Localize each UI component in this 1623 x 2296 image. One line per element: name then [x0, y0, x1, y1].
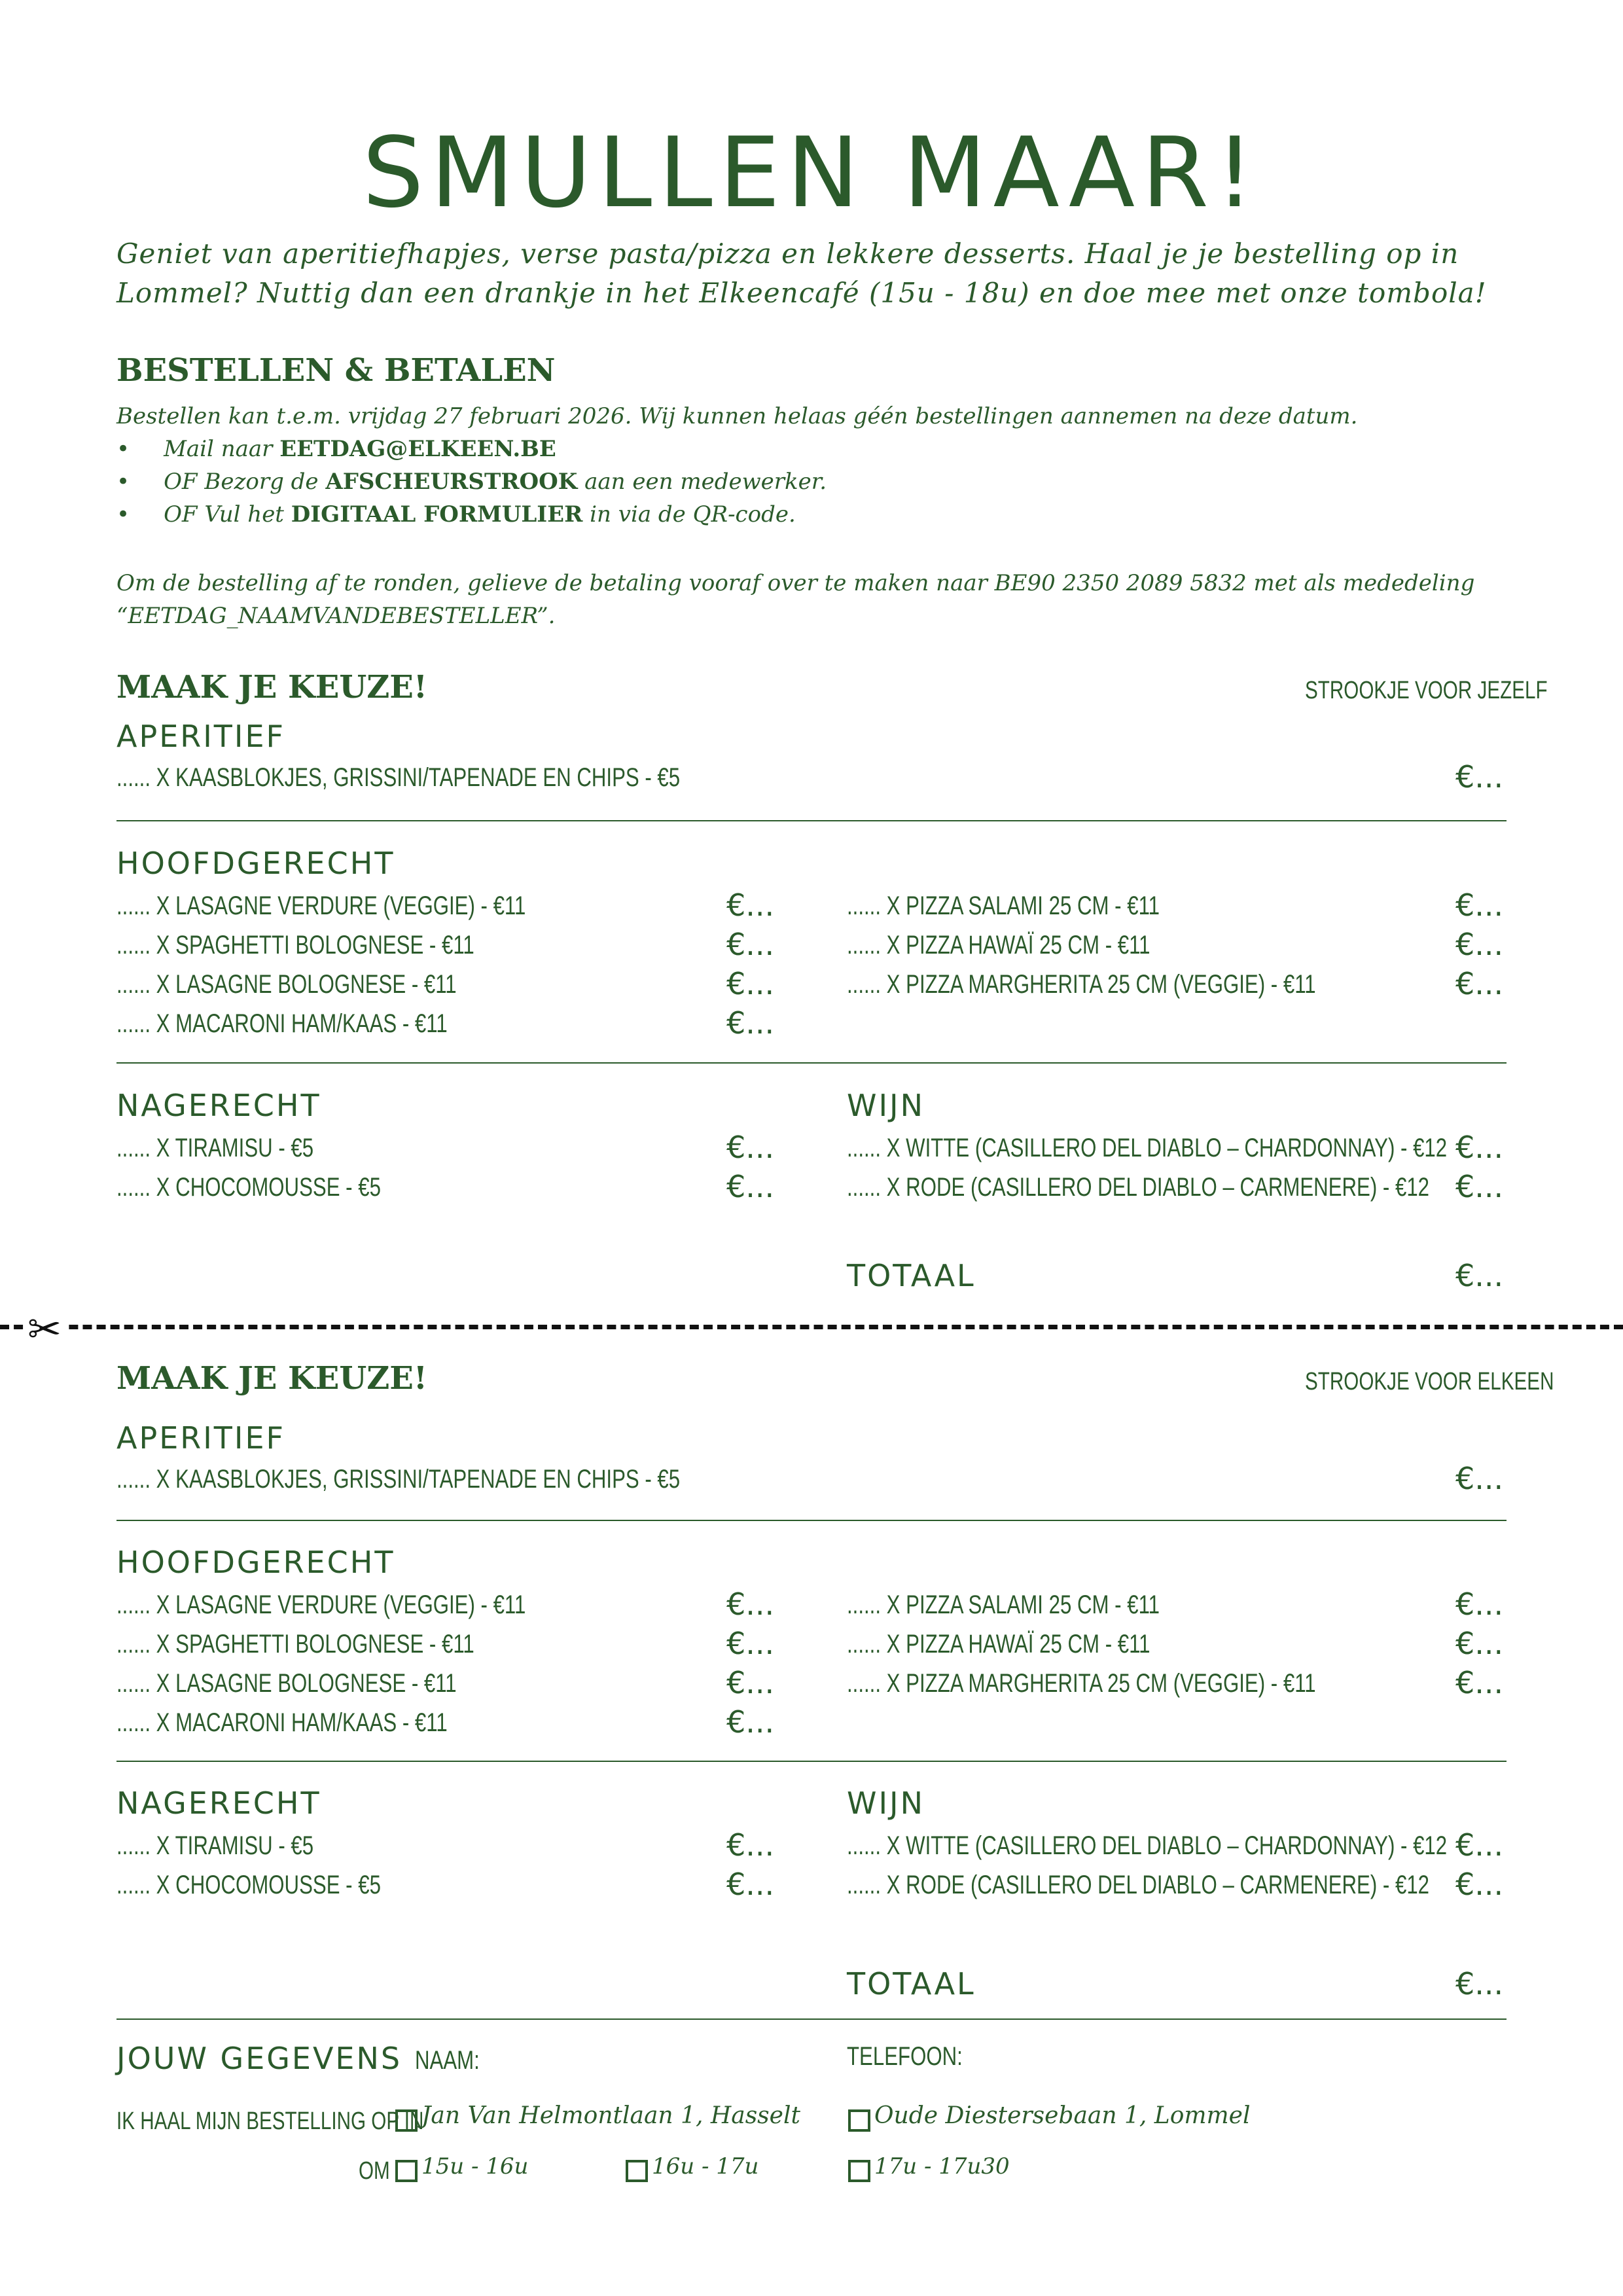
- details-heading: JOUW GEGEVENS: [116, 2041, 402, 2076]
- amount-field[interactable]: €...: [1455, 1827, 1504, 1863]
- time-label: OM: [359, 2157, 390, 2185]
- amount-field[interactable]: €...: [726, 888, 775, 923]
- section-hoofdgerecht: HOOFDGERECHT: [116, 846, 395, 881]
- section-nagerecht: NAGERECHT: [116, 1785, 321, 1821]
- menu-item[interactable]: ...... X PIZZA MARGHERITA 25 CM (VEGGIE) - €11: [847, 1669, 1316, 1698]
- menu-item[interactable]: ...... X TIRAMISU - €5: [116, 1831, 314, 1860]
- menu-item[interactable]: ...... X WITTE (CASILLERO DEL DIABLO – CHARDONNAY) - €12: [847, 1134, 1448, 1162]
- section-nagerecht: NAGERECHT: [116, 1088, 321, 1123]
- email-link[interactable]: EETDAG@ELKEEN.BE: [279, 436, 556, 462]
- menu-item[interactable]: ...... X LASAGNE BOLOGNESE - €11: [116, 970, 457, 999]
- amount-field[interactable]: €...: [1455, 759, 1504, 795]
- total-amount[interactable]: €...: [1455, 1966, 1504, 2001]
- strip-label: STROOKJE VOOR ELKEEN: [1305, 1368, 1554, 1395]
- checkbox[interactable]: [848, 2160, 870, 2182]
- time-option-2[interactable]: 16u - 17u: [626, 2153, 758, 2182]
- page-title: SMULLEN MAAR!: [362, 117, 1261, 229]
- pickup-label: IK HAAL MIJN BESTELLING OP IN: [116, 2108, 424, 2135]
- amount-field[interactable]: €...: [1455, 1626, 1504, 1661]
- amount-field[interactable]: €...: [726, 1130, 775, 1165]
- payment-text: Om de bestelling af te ronden, gelieve de betaling vooraf over te maken naar BE90 2350 2089 5832 met als mededeling “EETDAG_NAAMVANDEBESTELLER”.: [116, 570, 1475, 629]
- order-heading: BESTELLEN & BETALEN: [116, 352, 556, 389]
- location-lommel-option[interactable]: Oude Diestersebaan 1, Lommel: [848, 2102, 1250, 2132]
- amount-field[interactable]: €...: [1455, 1169, 1504, 1204]
- amount-field[interactable]: €...: [726, 966, 775, 1001]
- phone-field-label[interactable]: TELEFOON:: [847, 2042, 963, 2071]
- menu-item[interactable]: ...... X CHOCOMOUSSE - €5: [116, 1871, 381, 1899]
- menu-item[interactable]: ...... X MACARONI HAM/KAAS - €11: [116, 1009, 448, 1038]
- menu-item[interactable]: ...... X WITTE (CASILLERO DEL DIABLO – CHARDONNAY) - €12: [847, 1831, 1448, 1860]
- scissors-icon: ✂: [24, 1305, 65, 1353]
- amount-field[interactable]: €...: [1455, 927, 1504, 962]
- amount-field[interactable]: €...: [726, 1867, 775, 1902]
- menu-item[interactable]: ...... X SPAGHETTI BOLOGNESE - €11: [116, 931, 474, 960]
- amount-field[interactable]: €...: [1455, 1587, 1504, 1622]
- location-hasselt-option[interactable]: Jan Van Helmontlaan 1, Hasselt: [395, 2102, 800, 2132]
- menu-item[interactable]: ...... X RODE (CASILLERO DEL DIABLO – CARMENERE) - €12: [847, 1871, 1430, 1899]
- total-label: TOTAAL: [847, 1966, 976, 2001]
- amount-field[interactable]: €...: [726, 1704, 775, 1740]
- amount-field[interactable]: €...: [1455, 1461, 1504, 1496]
- amount-field[interactable]: €...: [726, 1626, 775, 1661]
- divider: [116, 2018, 1507, 2020]
- section-hoofdgerecht: HOOFDGERECHT: [116, 1545, 395, 1580]
- order-bullet-1: • Mail naar EETDAG@ELKEEN.BE: [116, 436, 556, 462]
- menu-item[interactable]: ...... X LASAGNE VERDURE (VEGGIE) - €11: [116, 891, 526, 920]
- menu-item[interactable]: ...... X CHOCOMOUSSE - €5: [116, 1173, 381, 1202]
- amount-field[interactable]: €...: [1455, 966, 1504, 1001]
- menu-item[interactable]: ...... X LASAGNE VERDURE (VEGGIE) - €11: [116, 1590, 526, 1619]
- menu-item[interactable]: ...... X PIZZA MARGHERITA 25 CM (VEGGIE) - €11: [847, 970, 1316, 999]
- section-wijn: WIJN: [847, 1785, 925, 1821]
- order-deadline: Bestellen kan t.e.m. vrijdag 27 februari 2026. Wij kunnen helaas géén bestellingen aannemen na deze datum.: [116, 403, 1358, 429]
- menu-item[interactable]: ...... X PIZZA SALAMI 25 CM - €11: [847, 1590, 1160, 1619]
- total-amount[interactable]: €...: [1455, 1258, 1504, 1293]
- menu-item[interactable]: ...... X PIZZA HAWAÏ 25 CM - €11: [847, 931, 1150, 960]
- amount-field[interactable]: €...: [1455, 1665, 1504, 1700]
- divider: [116, 1520, 1507, 1521]
- divider: [116, 1062, 1507, 1064]
- checkbox[interactable]: [395, 2109, 418, 2132]
- menu-item[interactable]: ...... X PIZZA SALAMI 25 CM - €11: [847, 891, 1160, 920]
- section-aperitief: APERITIEF: [116, 1420, 285, 1456]
- amount-field[interactable]: €...: [1455, 1130, 1504, 1165]
- section-aperitief: APERITIEF: [116, 719, 285, 754]
- intro-text: Geniet van aperitiefhapjes, verse pasta/pizza en lekkere desserts. Haal je je bestelling op in Lommel? Nuttig dan een drankje in het Elkeencafé (15u - 18u) en doe mee met onze tombola!: [116, 238, 1487, 309]
- menu-item[interactable]: ...... X LASAGNE BOLOGNESE - €11: [116, 1669, 457, 1698]
- menu-item[interactable]: ...... X TIRAMISU - €5: [116, 1134, 314, 1162]
- choice-heading: MAAK JE KEUZE!: [116, 669, 427, 706]
- strip-label: STROOKJE VOOR JEZELF: [1305, 677, 1548, 704]
- menu-item[interactable]: ...... X MACARONI HAM/KAAS - €11: [116, 1708, 448, 1737]
- checkbox[interactable]: [395, 2160, 418, 2182]
- menu-item[interactable]: ...... X PIZZA HAWAÏ 25 CM - €11: [847, 1630, 1150, 1659]
- menu-item[interactable]: ...... X KAASBLOKJES, GRISSINI/TAPENADE EN CHIPS - €5: [116, 763, 681, 792]
- time-option-1[interactable]: 15u - 16u: [395, 2153, 528, 2182]
- section-wijn: WIJN: [847, 1088, 925, 1123]
- divider: [116, 1761, 1507, 1762]
- cut-line: [0, 1325, 1623, 1329]
- order-bullet-2: • OF Bezorg de AFSCHEURSTROOK aan een medewerker.: [116, 469, 827, 495]
- divider: [116, 820, 1507, 821]
- time-option-3[interactable]: 17u - 17u30: [848, 2153, 1010, 2182]
- amount-field[interactable]: €...: [1455, 888, 1504, 923]
- amount-field[interactable]: €...: [726, 1665, 775, 1700]
- checkbox[interactable]: [626, 2160, 648, 2182]
- amount-field[interactable]: €...: [726, 927, 775, 962]
- checkbox[interactable]: [848, 2109, 870, 2132]
- name-field-label[interactable]: NAAM:: [415, 2046, 480, 2075]
- choice-heading: MAAK JE KEUZE!: [116, 1360, 427, 1397]
- amount-field[interactable]: €...: [1455, 1867, 1504, 1902]
- menu-item[interactable]: ...... X KAASBLOKJES, GRISSINI/TAPENADE EN CHIPS - €5: [116, 1465, 681, 1494]
- total-label: TOTAAL: [847, 1258, 976, 1293]
- menu-item[interactable]: ...... X SPAGHETTI BOLOGNESE - €11: [116, 1630, 474, 1659]
- amount-field[interactable]: €...: [726, 1005, 775, 1041]
- amount-field[interactable]: €...: [726, 1587, 775, 1622]
- amount-field[interactable]: €...: [726, 1827, 775, 1863]
- amount-field[interactable]: €...: [726, 1169, 775, 1204]
- menu-item[interactable]: ...... X RODE (CASILLERO DEL DIABLO – CARMENERE) - €12: [847, 1173, 1430, 1202]
- order-bullet-3: • OF Vul het DIGITAAL FORMULIER in via de QR-code.: [116, 501, 796, 528]
